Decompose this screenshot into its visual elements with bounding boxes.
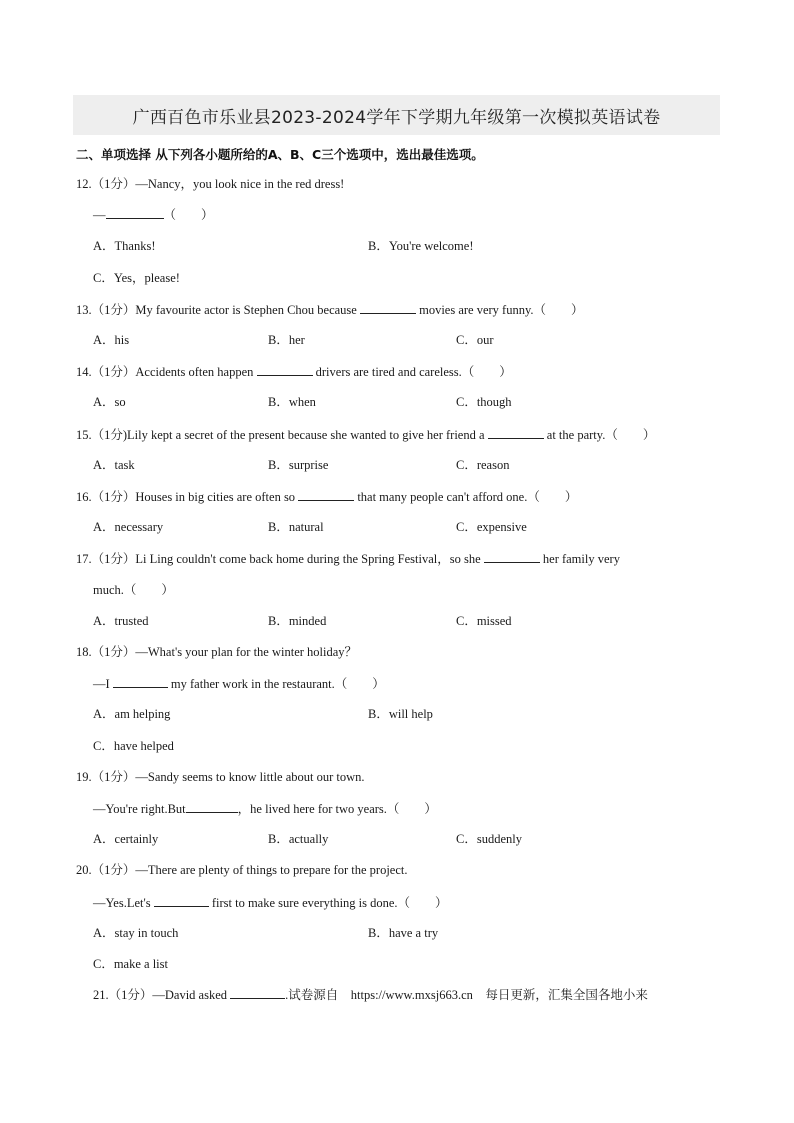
question-15-option-c: C．reason (456, 458, 510, 472)
stem-text: my father work in the restaurant.（ ） (167, 677, 385, 691)
question-18-option-a: A．am helping (93, 707, 171, 721)
stem-text: 17.（1分）Li Ling couldn't come back home during the Spring Festival，so she (76, 552, 484, 566)
stem-text: drivers are tired and careless.（ ） (312, 365, 512, 379)
question-17-stem-cont: much.（ ） (93, 583, 174, 597)
stem-text: that many people can't afford one.（ ） (354, 490, 578, 504)
question-13-stem (76, 301, 584, 318)
question-20-option-a: A．stay in touch (93, 926, 179, 940)
answer-blank (113, 675, 168, 688)
question-12-stem: 12.（1分）—Nancy，you look nice in the red dress! (76, 177, 345, 191)
question-13-option-c: C．our (456, 333, 494, 347)
question-18-reply (93, 675, 385, 692)
question-13-option-a: A．his (93, 333, 130, 347)
question-15-stem (76, 426, 655, 443)
question-20-stem: 20.（1分）—There are plenty of things to prepare for the project. (76, 863, 408, 877)
stem-text: —You're right.But (93, 802, 186, 816)
question-19-option-a: A．certainly (93, 832, 159, 846)
question-21-stem (93, 986, 648, 1003)
stem-text: ，he lived here for two years.（ ） (237, 802, 437, 816)
question-13-option-b: B．her (268, 333, 305, 347)
question-17-option-a: A．trusted (93, 614, 149, 628)
question-14-stem (76, 363, 512, 380)
question-18-stem: 18.（1分）—What's your plan for the winter holiday？ (76, 645, 358, 659)
question-14-option-a: A．so (93, 395, 126, 409)
question-12-option-a: A．Thanks! (93, 239, 156, 253)
stem-text: —Yes.Let's (93, 896, 154, 910)
stem-text: at the party.（ ） (543, 428, 656, 442)
question-18-option-c: C．have helped (93, 739, 174, 753)
question-17-option-b: B．minded (268, 614, 327, 628)
stem-text: movies are very funny.（ ） (415, 303, 584, 317)
question-18-option-b: B．will help (368, 707, 433, 721)
question-16-option-a: A．necessary (93, 520, 164, 534)
question-17-option-c: C．missed (456, 614, 512, 628)
answer-bracket: （ ） (163, 208, 214, 222)
question-12-option-c: C．Yes，please! (93, 271, 180, 285)
stem-text: .试卷源自 https://www.mxsj663.cn 每日更新，汇集全国各地小来 (285, 988, 648, 1002)
answer-blank (154, 894, 209, 907)
question-16-stem (76, 488, 577, 505)
reply-dash: — (93, 208, 106, 222)
stem-text: her family very (539, 552, 620, 566)
question-16-option-c: C．expensive (456, 520, 527, 534)
answer-blank (186, 800, 238, 813)
question-19-option-b: B．actually (268, 832, 329, 846)
stem-text: 13.（1分）My favourite actor is Stephen Chou because (76, 303, 360, 317)
answer-blank (488, 426, 544, 439)
stem-text: 15.（1分)Lily kept a secret of the present because she wanted to give her friend a (76, 428, 488, 442)
stem-text: 14.（1分）Accidents often happen (76, 365, 257, 379)
answer-blank (298, 488, 354, 501)
section-heading: 二、单项选择 从下列各小题所给的A、B、C三个选项中，选出最佳选项。 (76, 147, 484, 162)
answer-blank (230, 986, 285, 999)
question-12-option-b: B．You're welcome! (368, 239, 474, 253)
stem-text: 16.（1分）Houses in big cities are often so (76, 490, 299, 504)
stem-text: —I (93, 677, 113, 691)
question-20-reply (93, 894, 448, 911)
answer-blank (484, 550, 540, 563)
question-14-option-b: B．when (268, 395, 316, 409)
stem-text: 21.（1分）—David asked (93, 988, 231, 1002)
question-20-option-b: B．have a try (368, 926, 439, 940)
question-19-stem: 19.（1分）—Sandy seems to know little about our town. (76, 770, 365, 784)
question-19-reply (93, 800, 437, 817)
question-17-stem (76, 550, 620, 567)
exam-title: 广西百色市乐业县2023-2024学年下学期九年级第一次模拟英语试卷 (73, 95, 720, 135)
answer-blank (257, 363, 313, 376)
stem-text: first to make sure everything is done.（ ） (208, 896, 448, 910)
question-16-option-b: B．natural (268, 520, 324, 534)
question-19-option-c: C．suddenly (456, 832, 522, 846)
answer-blank (360, 301, 416, 314)
question-15-option-b: B．surprise (268, 458, 329, 472)
answer-blank (106, 206, 164, 219)
question-15-option-a: A．task (93, 458, 135, 472)
question-12-reply (93, 206, 214, 223)
question-20-option-c: C．make a list (93, 957, 168, 971)
question-14-option-c: C．though (456, 395, 512, 409)
